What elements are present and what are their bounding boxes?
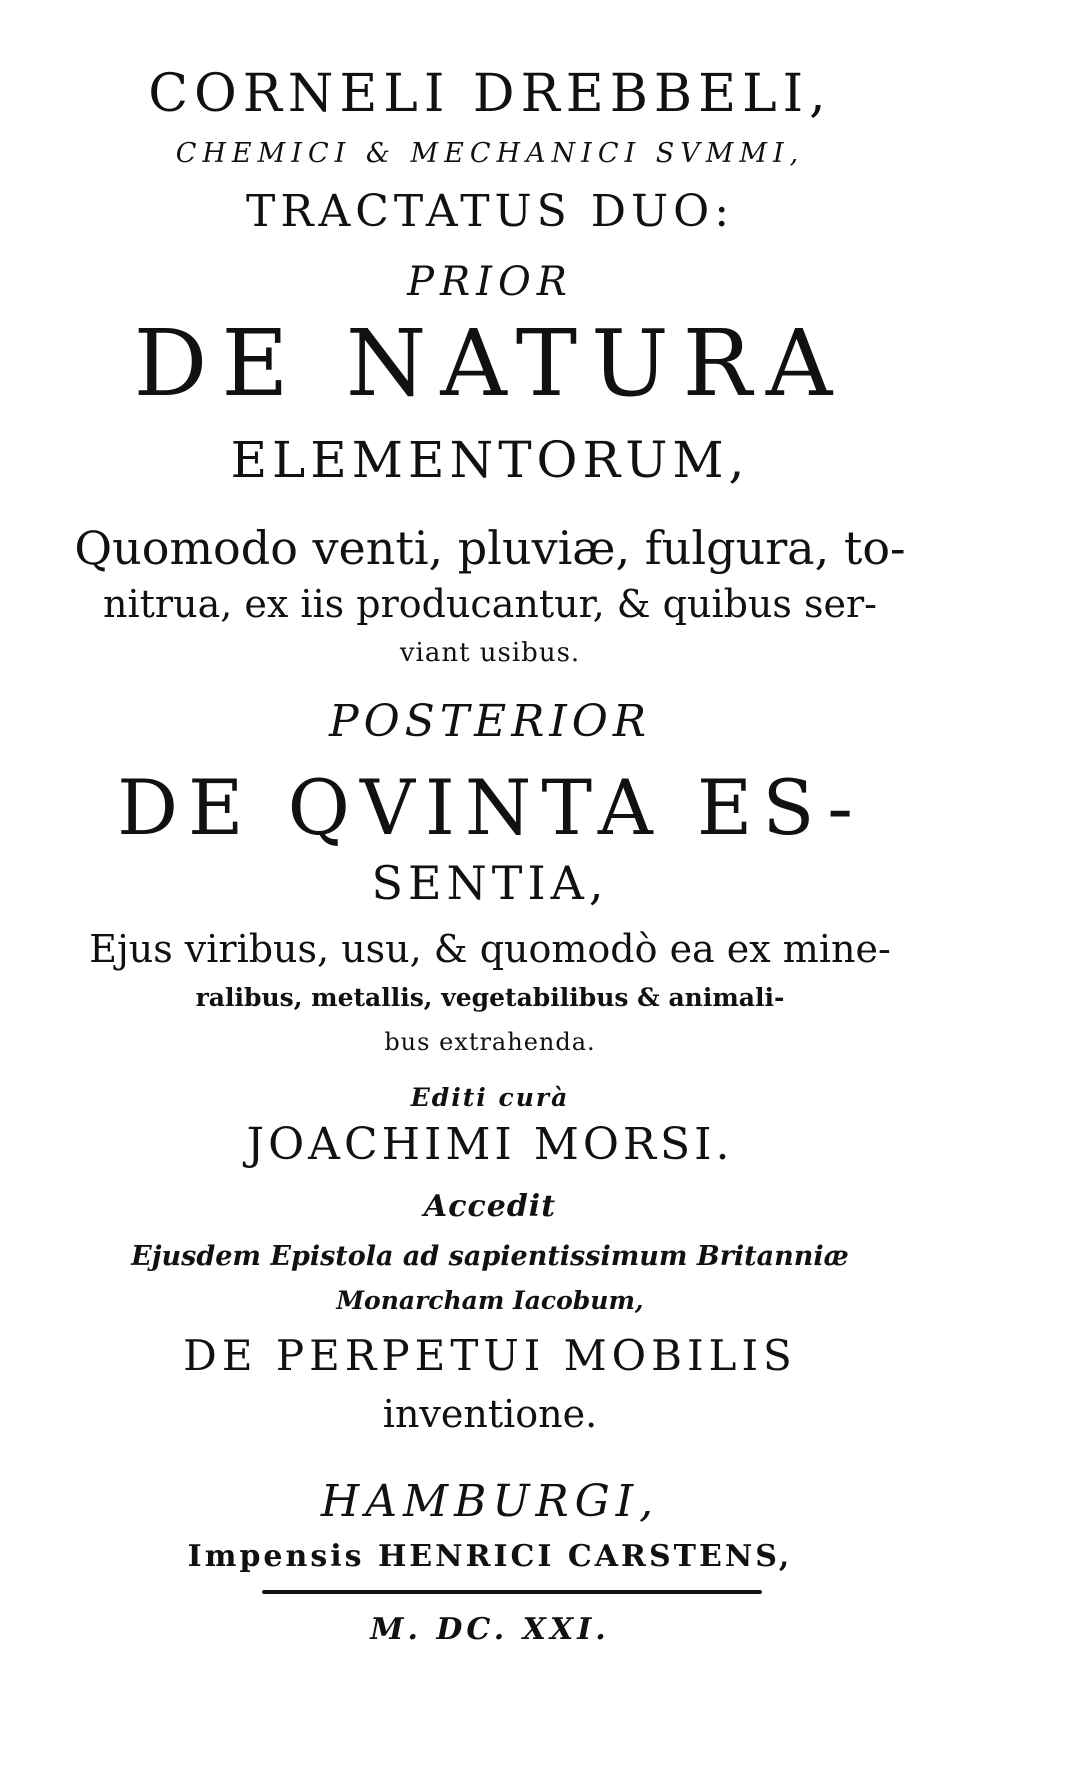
- author-name: CORNELI DREBBELI,: [148, 64, 832, 124]
- prior-description-line-3: viant usibus.: [399, 638, 581, 668]
- editor-name: JOACHIMI MORSI.: [246, 1119, 734, 1170]
- editi-cura: Editi curà: [410, 1083, 570, 1112]
- imprint-place: HAMBURGI,: [320, 1476, 660, 1527]
- posterior-subtitle: SENTIA,: [371, 856, 609, 910]
- posterior-label: POSTERIOR: [329, 696, 651, 747]
- imprint-publisher: Impensis HENRICI CARSTENS,: [187, 1539, 793, 1574]
- epistola-line-2: Monarcham Iacobum,: [336, 1286, 644, 1315]
- inventione: inventione.: [382, 1392, 598, 1436]
- imprint-rule: [262, 1590, 762, 1594]
- posterior-title: DE QVINTA ES-: [117, 763, 863, 852]
- accedit: Accedit: [423, 1189, 557, 1224]
- epistola-line-1: Ejusdem Epistola ad sapientissimum Britanniæ: [131, 1241, 849, 1272]
- author-titles: CHEMICI & MECHANICI SVMMI,: [175, 138, 805, 169]
- posterior-description-line-1: Ejus viribus, usu, & quomodò ea ex mine-: [89, 927, 891, 971]
- tractatus-heading: TRACTATUS DUO:: [245, 186, 735, 237]
- prior-description-line-1: Quomodo venti, pluviæ, fulgura, to-: [74, 521, 906, 575]
- posterior-description-line-3: bus extrahenda.: [384, 1028, 596, 1056]
- prior-title: DE NATURA: [133, 310, 847, 417]
- prior-subtitle: ELEMENTORUM,: [230, 431, 750, 489]
- prior-description-line-2: nitrua, ex iis producantur, & quibus ser-: [103, 582, 877, 626]
- imprint-date: M. DC. XXI.: [370, 1612, 610, 1647]
- perpetui-mobilis-heading: DE PERPETUI MOBILIS: [183, 1331, 797, 1380]
- prior-label: PRIOR: [407, 259, 573, 305]
- posterior-description-line-2: ralibus, metallis, vegetabilibus & animali-: [195, 983, 785, 1012]
